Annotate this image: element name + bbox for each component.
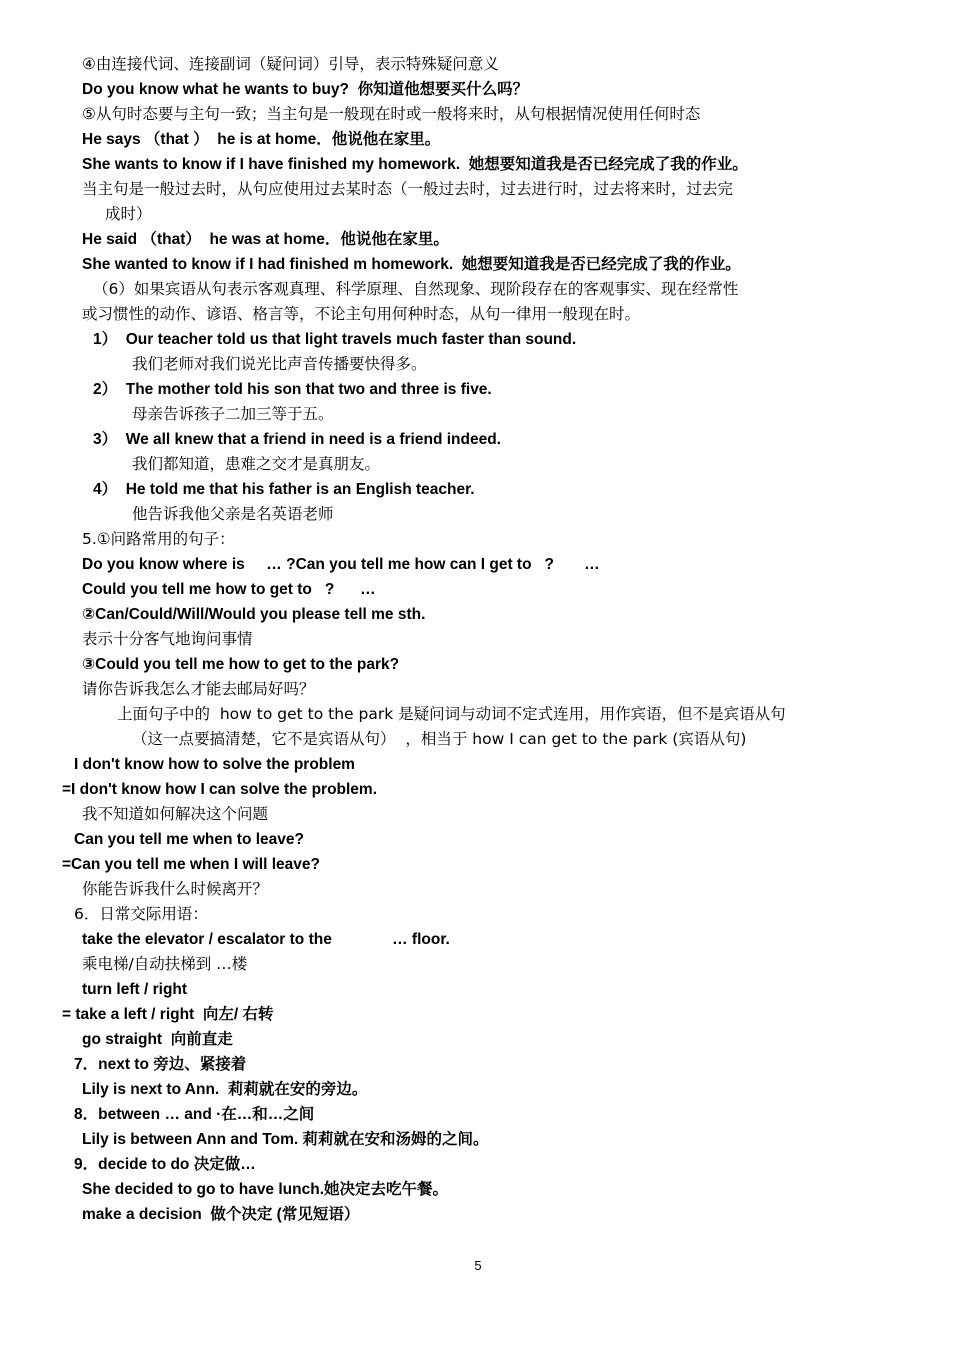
text-line: 他告诉我他父亲是名英语老师 [132,505,334,523]
text-line: go straight 向前直走 [82,1031,233,1048]
text-line: 成时） [105,205,152,223]
text-line: =I don't know how I can solve the problem. [62,781,378,798]
text-line: 8．between … and ·在…和…之间 [74,1106,315,1123]
text-line: 2） The mother told his son that two and three is five. [93,381,492,398]
text-line: She decided to go to have lunch.她决定去吃午餐。 [82,1181,448,1198]
text-line: 上面句子中的 how to get to the park 是疑问词与动词不定式连用，用作宾语，但不是宾语从句 [117,705,786,723]
text-line: 我们老师对我们说光比声音传播要快得多。 [132,355,427,373]
text-line: 当主句是一般过去时，从句应使用过去某时态（一般过去时，过去进行时，过去将来时，过去完 [82,180,734,198]
text-line: He said （that） he was at home．他说他在家里。 [82,231,449,248]
text-line: 4） He told me that his father is an English teacher. [93,481,475,498]
text-line: 表示十分客气地询问事情 [82,630,253,648]
text-line: （6）如果宾语从句表示客观真理、科学原理、自然现象、现阶段存在的客观事实、现在经常性 [93,280,739,298]
text-line: Lily is next to Ann. 莉莉就在安的旁边。 [82,1081,368,1098]
text-line: 请你告诉我怎么才能去邮局好吗？ [82,680,315,698]
text-line: 乘电梯/自动扶梯到 …楼 [82,955,248,973]
text-line: Could you tell me how to get to ? … [82,581,376,598]
text-line: She wants to know if I have finished my homework. 她想要知道我是否已经完成了我的作业。 [82,156,748,173]
text-line: Do you know where is … ?Can you tell me how can I get to ? … [82,556,600,573]
text-line: turn left / right [82,981,188,998]
text-line: 1） Our teacher told us that light travels much faster than sound. [93,331,577,348]
text-line: take the elevator / escalator to the … floor. [82,931,450,948]
text-line: I don't know how to solve the problem [74,756,355,773]
text-line: Do you know what he wants to buy? 你知道他想要买什么吗？ [82,81,529,98]
text-line: = take a left / right 向左/ 右转 [62,1006,274,1023]
text-line: 6．日常交际用语： [74,905,208,923]
text-line: make a decision 做个决定 (常见短语） [82,1206,360,1223]
text-line: （这一点要搞清楚，它不是宾语从句） ，相当于 how I can get to the park (宾语从句) [132,730,747,748]
text-line: 或习惯性的动作、谚语、格言等，不论主句用何种时态，从句一律用一般现在时。 [82,305,641,323]
text-line: =Can you tell me when I will leave? [62,856,320,873]
text-line: ②Can/Could/Will/Would you please tell me sth. [82,606,426,623]
text-line: Lily is between Ann and Tom. 莉莉就在安和汤姆的之间。 [82,1131,489,1148]
text-line: Can you tell me when to leave? [74,831,304,848]
document-body [62,52,894,1227]
text-line: She wanted to know if I had finished m homework. 她想要知道我是否已经完成了我的作业。 [82,256,741,273]
text-line: 5.①问路常用的句子： [82,530,235,548]
text-line: 7．next to 旁边、紧接着 [74,1056,247,1073]
text-line: 3） We all knew that a friend in need is a friend indeed. [93,431,501,448]
text-line: 母亲告诉孩子二加三等于五。 [132,405,334,423]
text-line: 我不知道如何解决这个问题 [82,805,269,823]
text-line: ④由连接代词、连接副词（疑问词）引导，表示特殊疑问意义 [82,55,499,73]
text-line: 我们都知道，患难之交才是真朋友。 [132,455,381,473]
page-number: 5 [474,1258,482,1273]
text-line: 9．decide to do 决定做… [74,1156,256,1173]
text-line: ⑤从句时态要与主句一致；当主句是一般现在时或一般将来时，从句根据情况使用任何时态 [82,105,701,123]
text-line: ③Could you tell me how to get to the park? [82,656,400,673]
text-line: He says （that ） he is at home．他说他在家里。 [82,131,441,148]
text-line: 你能告诉我什么时候离开？ [82,880,269,898]
